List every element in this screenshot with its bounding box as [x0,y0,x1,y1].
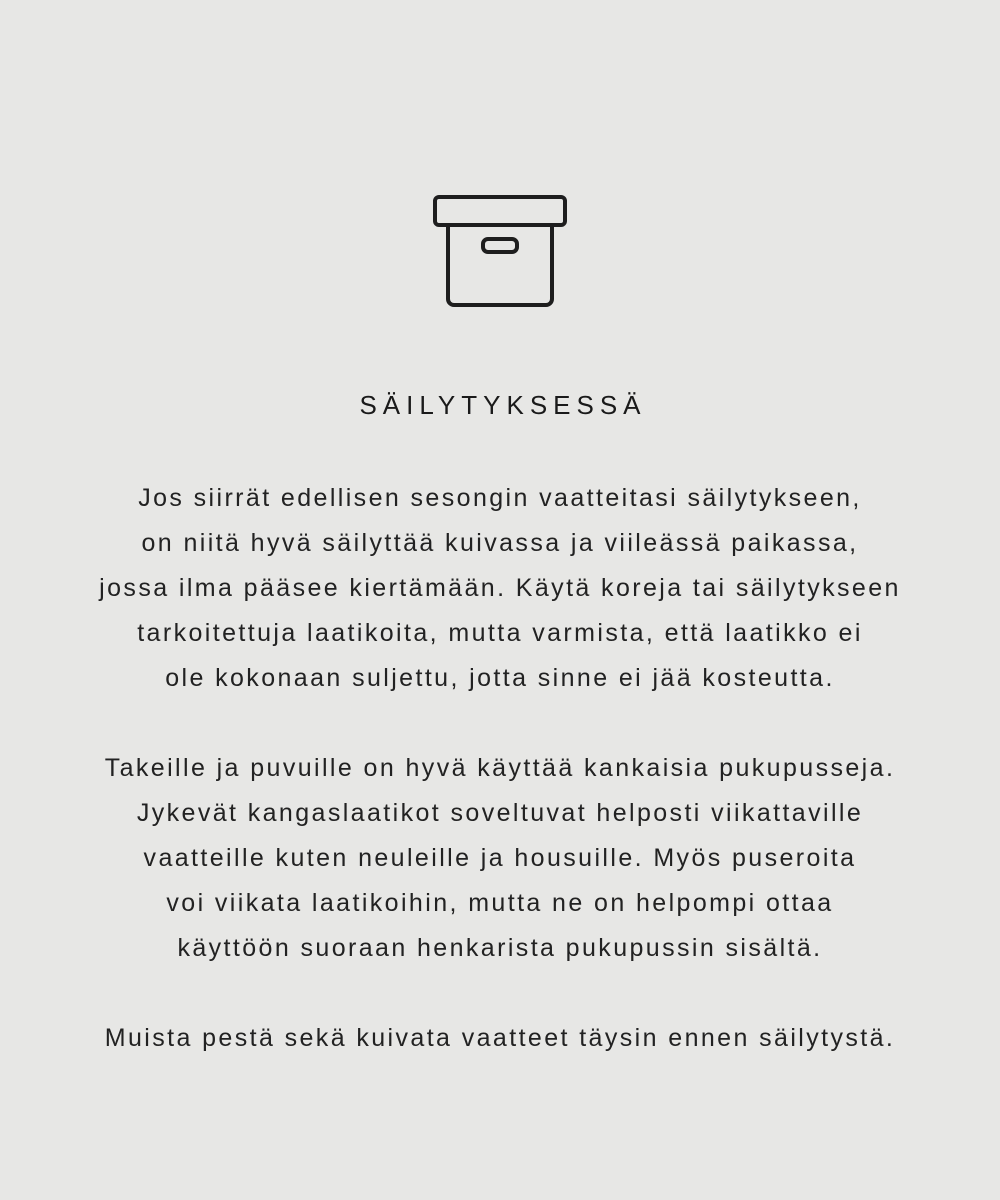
text-line: on niitä hyvä säilyttää kuivassa ja viileässä paikassa, [141,529,859,557]
paragraph-garment-bags [40,746,960,971]
text-line: käyttöön suoraan henkarista pukupussin sisältä. [177,934,823,962]
text-line: Jykevät kangaslaatikot soveltuvat helposti viikattaville [136,799,864,827]
text-line: voi viikata laatikoihin, mutta ne on helpompi ottaa [166,889,834,917]
text-line: jossa ilma pääsee kiertämään. Käytä koreja tai säilytykseen [99,574,901,602]
text-line: tarkoitettuja laatikoita, mutta varmista, että laatikko ei [137,619,863,647]
text-line: vaatteille kuten neuleille ja housuille. Myös puseroita [143,844,857,872]
text-line: Jos siirrät edellisen sesongin vaatteitasi säilytykseen, [138,484,862,512]
text-line: Muista pestä sekä kuivata vaatteet täysin ennen säilytystä. [104,1024,896,1052]
text-line: Takeille ja puvuille on hyvä käyttää kankaisia pukupusseja. [104,754,896,782]
paragraph-wash-before [40,1016,960,1061]
text-line: ole kokonaan suljettu, jotta sinne ei jää kosteutta. [165,664,835,692]
paragraph-storage-general [40,476,960,701]
section-title: SÄILYTYKSESSÄ [359,390,647,420]
storage-instructions [40,476,960,1106]
storage-box-icon [432,194,568,310]
